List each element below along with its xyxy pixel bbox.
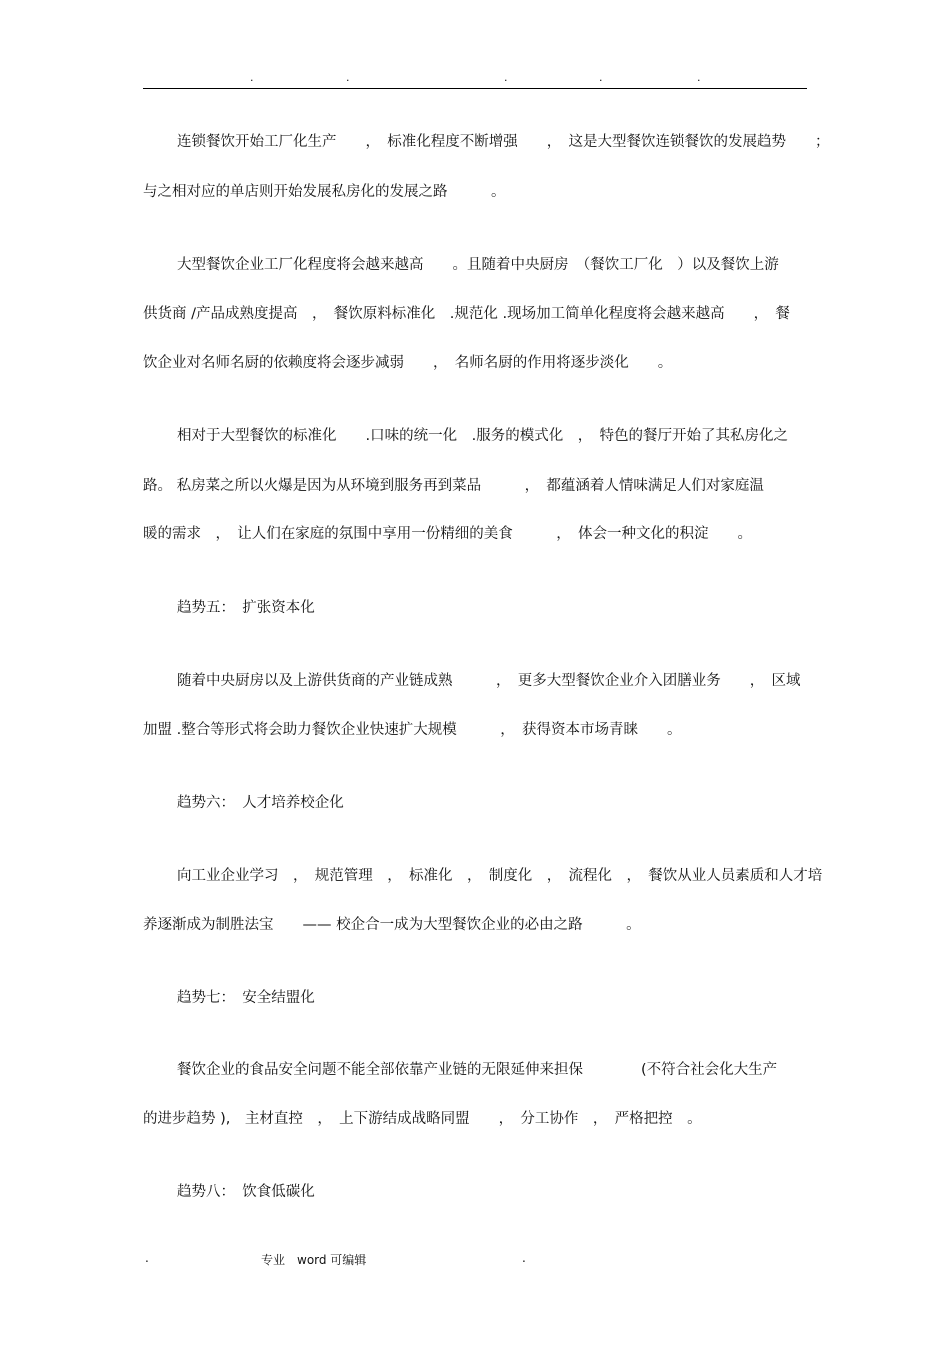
paragraph-line: 供货商 /产品成熟度提高 ， 餐饮原料标准化 .规范化 .现场加工简单化程度将会越来越高 ， 餐 [143,306,790,322]
section-heading: 趋势六： 人才培养校企化 [177,795,344,811]
section-heading: 趋势八： 饮食低碳化 [177,1184,315,1200]
paragraph-line: 暖的需求 ， 让人们在家庭的氛围中享用一份精细的美食 ， 体会一种文化的积淀 。 [143,526,752,542]
paragraph-line: 的进步趋势 ), 主材直控 ， 上下游结成战略同盟 ， 分工协作 ， 严格把控 。 [143,1111,702,1127]
paragraph-line: 随着中央厨房以及上游供货商的产业链成熟 ， 更多大型餐饮企业介入团膳业务 ， 区域 [177,673,801,689]
header-dot: . [599,71,603,84]
paragraph-line: 连锁餐饮开始工厂化生产 ， 标准化程度不断增强 ， 这是大型餐饮连锁餐饮的发展趋势 ； [177,134,830,150]
footer-text: 专业 word 可编辑 [261,1253,367,1267]
paragraph-line: 向工业企业学习 ， 规范管理 ， 标准化 ， 制度化 ， 流程化 ， 餐饮从业人员素质和人才培 [177,868,823,884]
section-heading: 趋势七： 安全结盟化 [177,990,315,1006]
paragraph-line: 路。 私房菜之所以火爆是因为从环境到服务再到菜品 ， 都蕴涵着人情味满足人们对家庭温 [143,478,764,494]
footer-dot: . [522,1251,526,1265]
section-heading: 趋势五： 扩张资本化 [177,600,315,616]
paragraph-line: 饮企业对名师名厨的依赖度将会逐步减弱 ， 名师名厨的作用将逐步淡化 。 [143,355,673,371]
paragraph-line: 相对于大型餐饮的标准化 .口味的统一化 .服务的模式化 ， 特色的餐厅开始了其私房化之 [177,428,788,444]
paragraph-line: 与之相对应的单店则开始发展私房化的发展之路 。 [143,184,506,200]
page-footer [0,1251,950,1271]
paragraph-line: 大型餐饮企业工厂化程度将会越来越高 。且随着中央厨房 （餐饮工厂化 ）以及餐饮上游 [177,257,779,273]
footer-dot: . [145,1251,149,1265]
header-rule [143,88,807,89]
header-dot: . [346,71,350,84]
paragraph-line: 加盟 .整合等形式将会助力餐饮企业快速扩大规模 ， 获得资本市场青睐 。 [143,722,682,738]
header-dot: . [504,71,508,84]
paragraph-line: 餐饮企业的食品安全问题不能全部依靠产业链的无限延伸来担保 (不符合社会化大生产 [177,1062,778,1078]
header-dot: . [697,71,701,84]
header-dot: . [250,71,254,84]
paragraph-line: 养逐渐成为制胜法宝 —— 校企合一成为大型餐饮企业的必由之路 。 [143,917,641,933]
page-header-dots [0,72,950,84]
